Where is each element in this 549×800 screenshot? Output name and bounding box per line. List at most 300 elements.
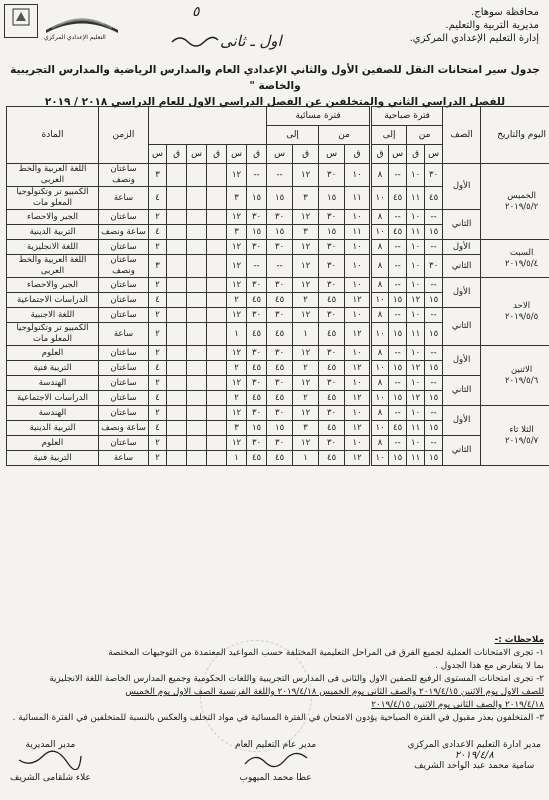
time-cell: ١٠	[371, 451, 389, 466]
time-cell	[187, 255, 207, 278]
time-cell: ١٠	[345, 346, 371, 361]
time-cell: ١٠	[345, 406, 371, 421]
time-cell: ١٥	[389, 451, 407, 466]
grade-cell: الثاني	[443, 436, 481, 466]
time-cell: ٣	[293, 225, 319, 240]
hours-cell: ٢	[149, 376, 167, 391]
duration-cell: ساعة	[99, 187, 149, 210]
time-cell	[187, 361, 207, 376]
time-cell: ١٠	[407, 436, 425, 451]
time-cell: ٤٥	[247, 361, 267, 376]
time-cell: --	[389, 210, 407, 225]
time-cell: ٣٠	[319, 278, 345, 293]
day-name: الثلا ثاء	[509, 424, 534, 435]
subject-cell: العلوم	[7, 346, 99, 361]
time-cell	[167, 225, 187, 240]
time-cell	[167, 361, 187, 376]
time-cell: --	[389, 406, 407, 421]
time-cell: ١٠	[371, 391, 389, 406]
signature-left	[10, 740, 91, 783]
time-cell: ١٢	[227, 406, 247, 421]
time-cell: ٨	[371, 376, 389, 391]
hours-cell: ٤	[149, 293, 167, 308]
time-cell: ٣٠	[319, 436, 345, 451]
time-cell: ١٠	[345, 278, 371, 293]
gov-line: محافظة سوهاج.	[471, 7, 539, 18]
time-cell: ١٥	[425, 451, 443, 466]
time-cell: ٨	[371, 278, 389, 293]
grade-cell: الأول	[443, 278, 481, 308]
time-cell: --	[247, 164, 267, 187]
time-cell: ١٢	[227, 164, 247, 187]
sig-name: سامية محمد عبد الواحد الشريف	[414, 761, 535, 771]
duration-cell: ساعتان	[99, 308, 149, 323]
time-cell: ٤٥	[247, 323, 267, 346]
hour-header: س	[389, 145, 407, 164]
time-cell: ٨	[371, 240, 389, 255]
time-cell: ١٢	[293, 376, 319, 391]
day-date-cell	[481, 278, 549, 346]
handwritten-number: ٥	[192, 4, 200, 20]
hours-cell: ٢	[149, 406, 167, 421]
time-cell: ٣٠	[267, 240, 293, 255]
time-cell: ١١	[407, 421, 425, 436]
to-header: إلى	[371, 126, 407, 145]
time-cell: ٣٠	[247, 210, 267, 225]
time-cell: ١٢	[293, 164, 319, 187]
time-cell	[187, 164, 207, 187]
table-row	[7, 436, 549, 451]
time-cell: ٣٠	[247, 308, 267, 323]
day-date-cell	[481, 406, 549, 466]
time-cell: ١٢	[345, 451, 371, 466]
time-cell	[207, 210, 227, 225]
note-line: ١- تجرى الامتحانات العملية لجميع الفرق فى المراحل التعليمية المختلفة حسب المواعيد المعتمدة من التوجيهات المختصة	[108, 648, 544, 658]
minute-header: ق	[345, 145, 371, 164]
time-cell: ٨	[371, 255, 389, 278]
time-cell: ٤٥	[319, 323, 345, 346]
time-cell: ١	[227, 451, 247, 466]
time-cell: --	[389, 346, 407, 361]
hours-cell: ٤	[149, 225, 167, 240]
time-cell: ٤٥	[389, 225, 407, 240]
time-cell	[207, 421, 227, 436]
time-cell: ١٠	[371, 225, 389, 240]
time-cell	[207, 346, 227, 361]
duration-cell: ساعة	[99, 323, 149, 346]
subject-cell: الدراسات الاجتماعية	[7, 391, 99, 406]
subject-cell: الدراسات الاجتماعية	[7, 293, 99, 308]
time-cell: ١٠	[371, 293, 389, 308]
time-cell	[187, 436, 207, 451]
time-cell: ٣٠	[267, 406, 293, 421]
day-date-header: اليوم والتاريخ	[481, 107, 549, 164]
signature-scribble-icon	[241, 750, 311, 770]
subject-cell: اللغة العربية والخط العربى	[7, 164, 99, 187]
time-cell	[167, 240, 187, 255]
hour-header: س	[319, 145, 345, 164]
time-cell	[167, 187, 187, 210]
time-cell: ١٢	[407, 361, 425, 376]
time-cell: ٤٥	[247, 293, 267, 308]
grade-cell: الثاني	[443, 210, 481, 240]
time-cell: ١٠	[407, 308, 425, 323]
time-cell	[167, 421, 187, 436]
time-cell: ٣	[293, 187, 319, 210]
notes-heading: ملاحظات :-	[494, 635, 544, 645]
duration-cell: ساعتان	[99, 361, 149, 376]
note-line: ٢٠١٩/٤/١٨ والصف الثانى يوم الاثنين ٢٠١٩/٤/١٥	[371, 700, 544, 710]
time-cell: ١٠	[345, 164, 371, 187]
time-cell	[167, 164, 187, 187]
time-cell: ٨	[371, 406, 389, 421]
gov-line: إدارة التعليم الإعدادي المركزي.	[409, 33, 539, 44]
duration-cell: ساعتان	[99, 278, 149, 293]
time-cell	[167, 308, 187, 323]
day-date-cell	[481, 346, 549, 406]
time-cell: ٤٥	[389, 421, 407, 436]
time-cell: ٣٠	[319, 240, 345, 255]
table-row	[7, 210, 549, 225]
time-cell: --	[425, 278, 443, 293]
time-cell	[187, 376, 207, 391]
minute-header: ق	[371, 145, 389, 164]
day-name: الاثنين	[511, 364, 533, 375]
time-cell: ١٢	[345, 421, 371, 436]
time-cell: ٨	[371, 436, 389, 451]
logo-caption: التعليم الإعدادي المركزي	[44, 34, 106, 41]
time-cell: ١٥	[247, 225, 267, 240]
grade-cell: الثاني	[443, 376, 481, 406]
subject-cell: الهندسة	[7, 406, 99, 421]
time-cell: ٤٥	[247, 451, 267, 466]
time-cell: ١٢	[227, 255, 247, 278]
time-cell: ١٠	[345, 376, 371, 391]
time-cell	[167, 293, 187, 308]
day-name: السبت	[509, 247, 534, 258]
duration-cell: ساعتان	[99, 436, 149, 451]
subject-cell: الكمبيو تر وتكنولوجيا المعلو مات	[7, 187, 99, 210]
time-cell	[167, 406, 187, 421]
time-cell: ٣٠	[247, 278, 267, 293]
time-cell: --	[389, 436, 407, 451]
grade-cell: الأول	[443, 346, 481, 376]
time-cell: ٣٠	[247, 406, 267, 421]
time-cell: --	[389, 308, 407, 323]
time-cell: ٨	[371, 308, 389, 323]
hour-header: س	[425, 145, 443, 164]
time-cell: ١٢	[227, 240, 247, 255]
time-cell: ٣٠	[267, 376, 293, 391]
time-cell	[207, 436, 227, 451]
time-cell	[207, 225, 227, 240]
time-cell	[207, 451, 227, 466]
time-cell: ١٢	[407, 391, 425, 406]
sig-title: مدير ادارة التعليم الاعدادى المركزي	[407, 740, 541, 750]
subject-cell: اللغة الانجليزية	[7, 240, 99, 255]
table-row	[7, 308, 549, 323]
time-cell: --	[425, 436, 443, 451]
time-cell: ١٢	[227, 376, 247, 391]
hours-cell: ٣	[149, 255, 167, 278]
time-cell: ١٥	[267, 187, 293, 210]
time-cell	[187, 406, 207, 421]
minute-header: ق	[167, 145, 187, 164]
ministry-logo	[4, 4, 124, 44]
title-line-2: للفصل الدراسي الثاني والمتخلفين عن الفصل الدراسي الاول للعام الدراسي ٢٠١٨ / ٢٠١٩	[44, 96, 506, 108]
time-cell	[187, 187, 207, 210]
time-cell: ١٥	[425, 361, 443, 376]
day-date: ٢٠١٩/٥/٧	[505, 435, 539, 446]
time-cell: ٣٠	[267, 308, 293, 323]
time-cell: ١٠	[407, 164, 425, 187]
time-cell: ٣٠	[425, 164, 443, 187]
hours-cell: ٣	[149, 164, 167, 187]
time-cell: ١٠	[407, 255, 425, 278]
signature-middle	[235, 740, 316, 783]
subject-cell: الجبر والاحصاء	[7, 278, 99, 293]
time-cell: --	[425, 210, 443, 225]
time-cell: ١٢	[227, 436, 247, 451]
official-stamp	[200, 640, 312, 752]
time-cell: ١٥	[425, 421, 443, 436]
time-cell: ٤٥	[319, 451, 345, 466]
emblem-icon	[4, 4, 38, 38]
time-cell: ١٢	[345, 391, 371, 406]
duration-cell: ساعتان	[99, 391, 149, 406]
time-cell: ١٥	[247, 421, 267, 436]
grade-cell: الأول	[443, 406, 481, 436]
time-cell: ٤٥	[267, 451, 293, 466]
time-cell	[207, 164, 227, 187]
time-cell: ٣٠	[267, 436, 293, 451]
duration-cell: ساعة ونصف	[99, 421, 149, 436]
time-cell	[207, 323, 227, 346]
day-date: ٢٠١٩/٥/٢	[505, 201, 539, 212]
time-cell: ١١	[345, 187, 371, 210]
time-cell: ١٥	[389, 323, 407, 346]
time-cell	[207, 361, 227, 376]
time-cell: ١٠	[407, 210, 425, 225]
time-cell: ٤٥	[267, 293, 293, 308]
from-header: من	[319, 126, 371, 145]
duration-cell: ساعة	[99, 451, 149, 466]
time-cell: ١٥	[319, 187, 345, 210]
hours-cell: ٤	[149, 391, 167, 406]
time-cell: ٣٠	[319, 255, 345, 278]
subject-cell: اللغة العربية والخط العربى	[7, 255, 99, 278]
duration-cell: ساعتان ونصف	[99, 164, 149, 187]
document-title	[6, 62, 544, 110]
time-cell: ٣٠	[319, 210, 345, 225]
time-cell	[187, 421, 207, 436]
time-cell: ١١	[407, 187, 425, 210]
sig-date: ٢٠١٩/٤/٨	[454, 750, 494, 761]
time-cell: ٢	[293, 391, 319, 406]
time-cell: ١٢	[293, 255, 319, 278]
gov-line: مديرية التربية والتعليم.	[445, 20, 539, 31]
time-cell: ١٥	[389, 391, 407, 406]
note-line: بما لا يتعارض مع هذا الجدول .	[435, 661, 544, 671]
day-date: ٢٠١٩/٥/٥	[505, 311, 539, 322]
time-cell: ١١	[345, 225, 371, 240]
time-cell: --	[389, 278, 407, 293]
time-cell: ١	[293, 451, 319, 466]
time-cell: ١٥	[425, 391, 443, 406]
time-cell: ٢	[227, 391, 247, 406]
duration-cell: ساعتان	[99, 240, 149, 255]
time-cell: ١٠	[407, 346, 425, 361]
time-cell: --	[389, 255, 407, 278]
sig-name: عطا محمد الميهوب	[239, 773, 312, 783]
time-cell	[167, 436, 187, 451]
hours-cell: ٢	[149, 210, 167, 225]
grade-header: الصف	[443, 107, 481, 164]
sig-title: مدير المديرية	[25, 740, 76, 750]
time-cell: ٤٥	[247, 391, 267, 406]
duration-cell: ساعتان	[99, 406, 149, 421]
time-cell: ١٢	[345, 323, 371, 346]
time-cell	[207, 391, 227, 406]
time-cell: ٤٥	[319, 293, 345, 308]
time-cell: ١٢	[293, 406, 319, 421]
morning-header: فترة صباحية	[371, 107, 443, 126]
time-cell	[207, 255, 227, 278]
time-cell: ٣٠	[247, 346, 267, 361]
table-row	[7, 406, 549, 421]
duration-cell: ساعتان	[99, 346, 149, 361]
time-cell: --	[389, 240, 407, 255]
time-cell: ٤٥	[319, 391, 345, 406]
time-cell: ٤٥	[267, 323, 293, 346]
duration-cell: ساعة ونصف	[99, 225, 149, 240]
time-cell: --	[267, 164, 293, 187]
time-blank-header	[149, 107, 267, 145]
time-cell: ٣٠	[319, 376, 345, 391]
hour-header: س	[267, 145, 293, 164]
time-cell: ٤٥	[319, 421, 345, 436]
time-cell: ١٠	[371, 323, 389, 346]
time-cell: ١٢	[293, 210, 319, 225]
hours-cell: ٢	[149, 323, 167, 346]
time-cell	[167, 346, 187, 361]
time-cell: ٣	[293, 421, 319, 436]
time-cell	[167, 376, 187, 391]
time-cell: ٣٠	[319, 308, 345, 323]
duration-cell: ساعتان	[99, 376, 149, 391]
duration-header: الزمن	[99, 107, 149, 164]
time-cell	[187, 323, 207, 346]
minute-header: ق	[207, 145, 227, 164]
time-cell	[167, 255, 187, 278]
duration-cell: ساعتان	[99, 210, 149, 225]
time-cell: ٤٥	[425, 187, 443, 210]
grade-cell: الثاني	[443, 308, 481, 346]
time-cell: ٣	[227, 421, 247, 436]
minute-header: ق	[293, 145, 319, 164]
time-cell: ١٠	[371, 421, 389, 436]
time-cell: ١٠	[407, 406, 425, 421]
table-row	[7, 255, 549, 278]
time-cell: ٢	[293, 293, 319, 308]
table-row	[7, 164, 549, 187]
note-line: ٣- المتخلفون بعذر مقبول في الفترة الصباحية يؤدون الامتحان في الفترة المسائية في مواد التخلف والعكس بالنسبة للمتخلفين في الفترة المسائية .	[12, 713, 544, 723]
time-cell	[187, 210, 207, 225]
minute-header: ق	[407, 145, 425, 164]
header-row	[7, 107, 549, 126]
time-cell: ١٠	[345, 210, 371, 225]
time-cell: ١٥	[425, 225, 443, 240]
grade-cell: الأول	[443, 164, 481, 210]
day-date: ٢٠١٩/٥/٦	[505, 375, 539, 386]
time-cell	[207, 240, 227, 255]
time-cell: ١٢	[345, 361, 371, 376]
day-date-cell	[481, 240, 549, 278]
time-cell: ٣٠	[425, 255, 443, 278]
scribble-icon	[170, 34, 220, 48]
governorate-block	[410, 6, 539, 45]
time-cell: ١٥	[425, 323, 443, 346]
note-line: ٢- تجرى امتحانات المستوى الرفيع للصفين الاول والثانى فى المدارس التجريبية واللغات الحكومية وجميع المدارس الخاصة اللغة الانجليزية	[49, 674, 544, 684]
time-cell: ١٥	[425, 293, 443, 308]
time-cell	[207, 308, 227, 323]
subject-cell: العلوم	[7, 436, 99, 451]
book-icon	[42, 6, 122, 34]
time-cell: ٣٠	[319, 164, 345, 187]
time-cell: ١١	[407, 451, 425, 466]
time-cell: ١٢	[227, 346, 247, 361]
time-cell: ٣٠	[247, 240, 267, 255]
subject-cell: التربية الدينية	[7, 225, 99, 240]
time-cell: --	[389, 376, 407, 391]
time-cell: --	[247, 255, 267, 278]
time-cell	[167, 278, 187, 293]
time-cell: ١٠	[345, 255, 371, 278]
subject-cell: الجبر والاحصاء	[7, 210, 99, 225]
sig-name: علاء شلقامى الشريف	[10, 773, 91, 783]
time-cell	[187, 451, 207, 466]
time-cell: ٣٠	[267, 278, 293, 293]
time-cell: ٣	[227, 225, 247, 240]
time-cell: ١٢	[293, 436, 319, 451]
time-cell: ١٥	[267, 225, 293, 240]
time-cell	[207, 406, 227, 421]
time-cell: ١٥	[389, 361, 407, 376]
time-cell: --	[425, 406, 443, 421]
evening-header: فترة مسائية	[267, 107, 371, 126]
time-cell: --	[425, 240, 443, 255]
time-cell: ١٠	[371, 187, 389, 210]
hour-header: س	[149, 145, 167, 164]
time-cell: --	[425, 346, 443, 361]
time-cell	[187, 293, 207, 308]
time-cell: ٤٥	[319, 361, 345, 376]
time-cell: ١٠	[407, 240, 425, 255]
time-cell: ٣٠	[247, 436, 267, 451]
time-cell	[187, 346, 207, 361]
time-cell: ١٢	[407, 293, 425, 308]
time-cell: ٣٠	[267, 210, 293, 225]
time-cell: ١٥	[319, 225, 345, 240]
time-cell	[187, 278, 207, 293]
time-cell: ٤٥	[389, 187, 407, 210]
hours-cell: ٤	[149, 187, 167, 210]
grade-cell: الثاني	[443, 255, 481, 278]
time-cell: ١٥	[267, 421, 293, 436]
hours-cell: ٢	[149, 451, 167, 466]
time-cell: --	[389, 164, 407, 187]
title-line-1: جدول سير امتحانات النقل للصفين الأول والثاني الإعدادي العام والمدارس الرياضية والمدارس التجريبية والخاصة "	[10, 64, 540, 92]
